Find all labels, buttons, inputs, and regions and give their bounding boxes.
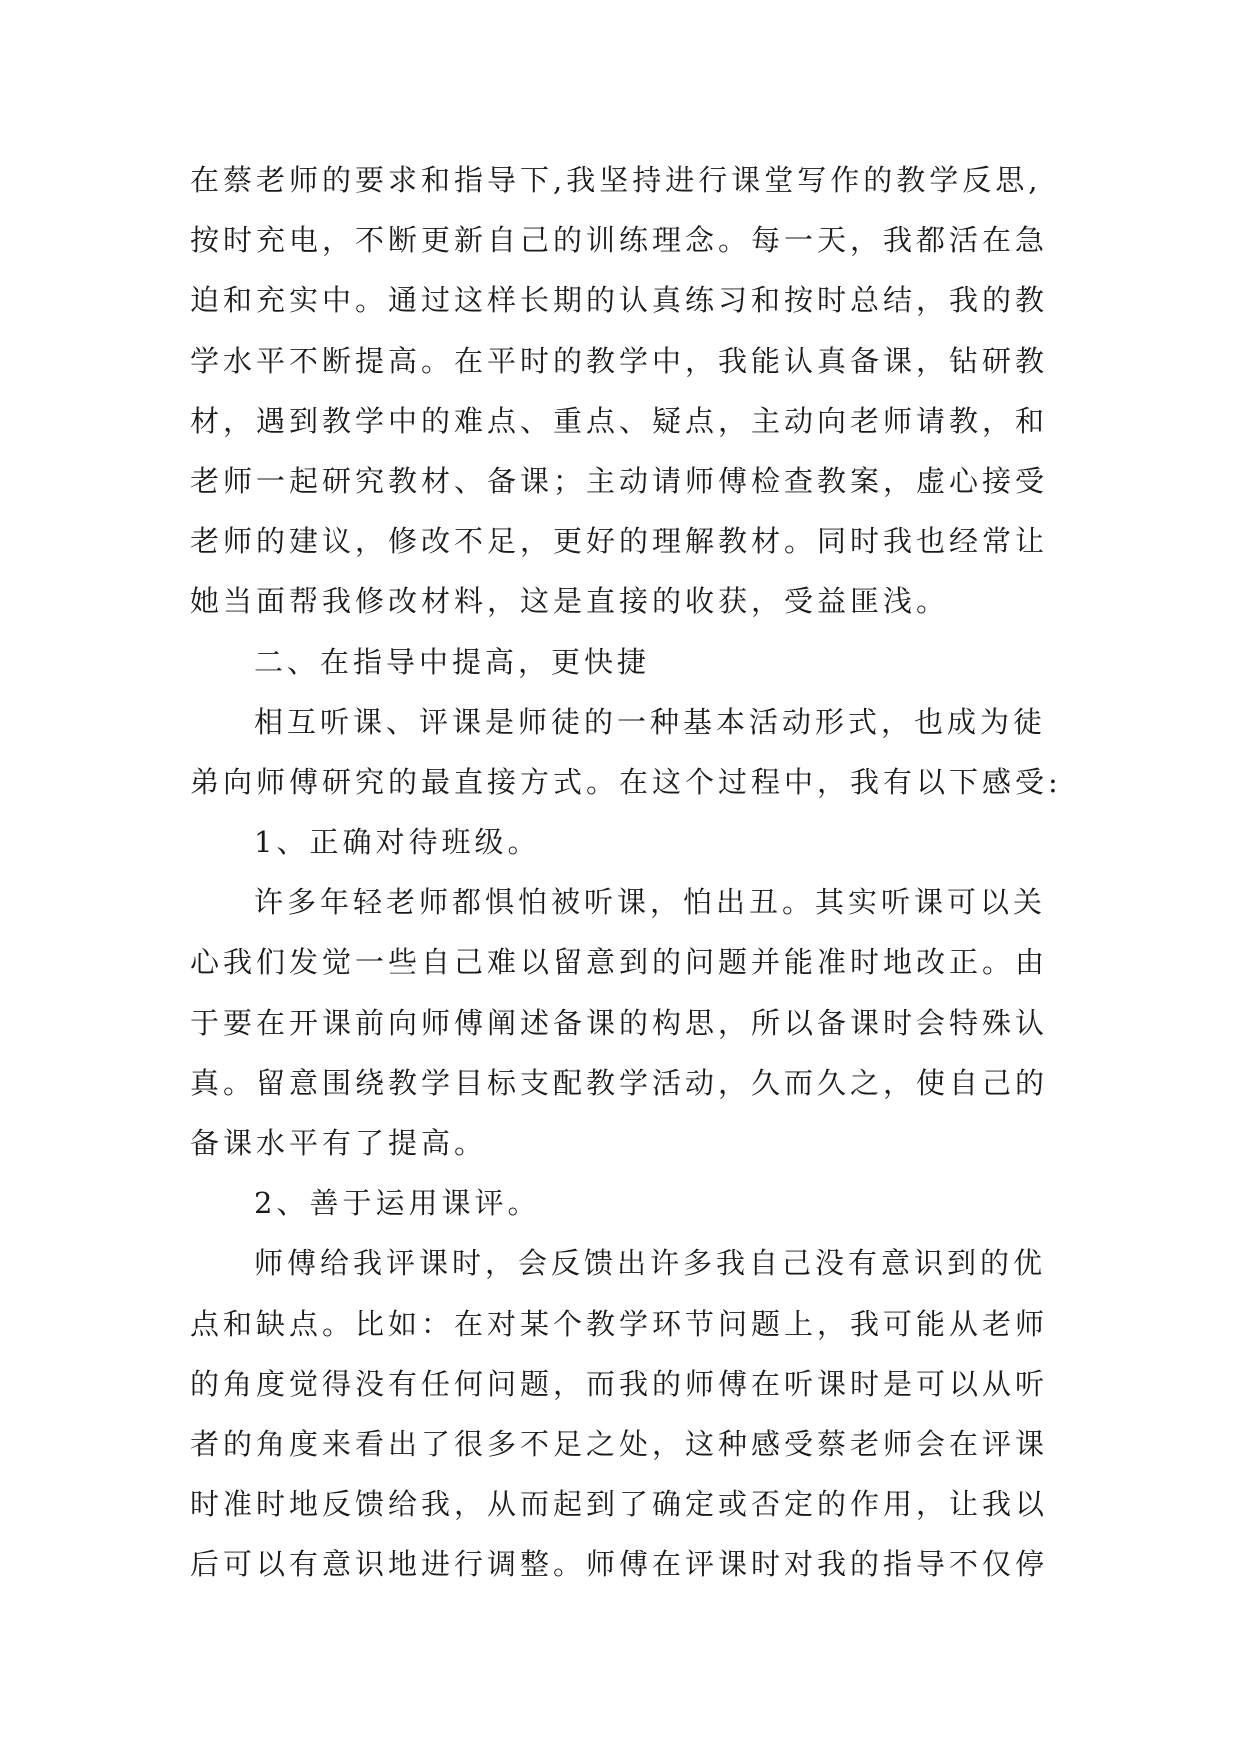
text-line: 迫和充实中。通过这样长期的认真练习和按时总结，我的教 (190, 283, 1049, 318)
text-line: 按时充电，不断更新自己的训练理念。每一天，我都活在急 (190, 223, 1049, 258)
body-text (190, 150, 1090, 1595)
text-line: 在蔡老师的要求和指导下,我坚持进行课堂写作的教学反思, (190, 163, 1042, 197)
text-line: 相互听课、评课是师徒的一种基本活动形式，也成为徒 (254, 704, 1047, 739)
text-line: 老师的建议，修改不足，更好的理解教材。同时我也经常让 (190, 524, 1049, 559)
text-line: 心我们发觉一些自己难以留意到的问题并能准时地改正。由 (190, 945, 1049, 980)
text-line: 后可以有意识地进行调整。师傅在评课时对我的指导不仅停 (190, 1547, 1049, 1582)
text-line: 弟向师傅研究的最直接方式。在这个过程中，我有以下感受: (190, 764, 1062, 799)
text-line: 师傅给我评课时，会反馈出许多我自己没有意识到的优 (254, 1246, 1047, 1281)
text-line: 者的角度来看出了很多不足之处，这种感受蔡老师会在评课 (190, 1426, 1049, 1461)
text-line: 的角度觉得没有任何问题，而我的师傅在听课时是可以从听 (190, 1366, 1049, 1401)
text-line: 于要在开课前向师傅阐述备课的构思，所以备课时会特殊认 (190, 1005, 1049, 1040)
subsection-heading: 1、正确对待班级。 (254, 825, 541, 860)
text-line: 时准时地反馈给我，从而起到了确定或否定的作用，让我以 (190, 1487, 1049, 1522)
section-heading: 二、在指导中提高，更快捷 (254, 644, 651, 679)
text-line: 老师一起研究教材、备课；主动请师傅检查教案，虚心接受 (190, 463, 1049, 498)
text-line: 许多年轻老师都惧怕被听课，怕出丑。其实听课可以关 (254, 885, 1047, 920)
text-line: 她当面帮我修改材料，这是直接的收获，受益匪浅。 (190, 584, 950, 619)
text-line: 备课水平有了提高。 (190, 1126, 488, 1160)
text-line: 点和缺点。比如：在对某个教学环节问题上，我可能从老师 (190, 1306, 1049, 1341)
text-line: 真。留意围绕教学目标支配教学活动，久而久之，使自己的 (190, 1065, 1049, 1100)
text-line: 学水平不断提高。在平时的教学中，我能认真备课，钻研教 (190, 343, 1049, 378)
subsection-heading: 2、善于运用课评。 (254, 1186, 541, 1221)
text-line: 材，遇到教学中的难点、重点、疑点，主动向老师请教，和 (190, 403, 1049, 438)
